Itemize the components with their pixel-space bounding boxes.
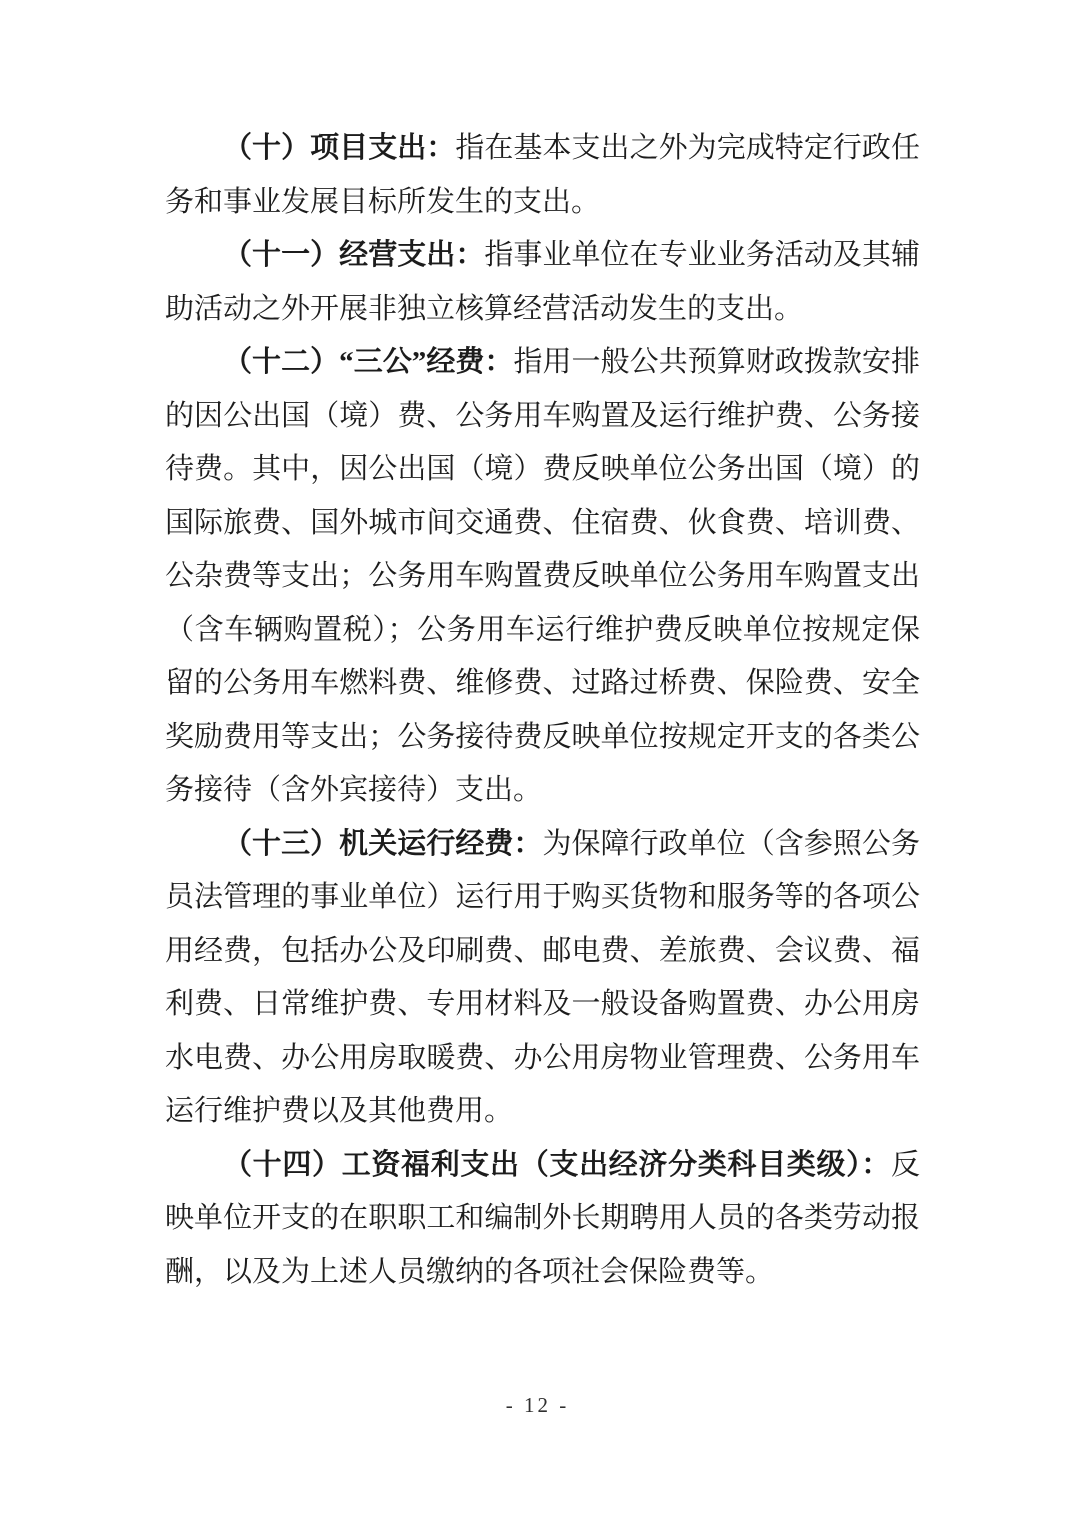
term-heading: （十一）经营支出：: [223, 239, 485, 271]
paragraph: [165, 818, 920, 1139]
paragraph: [165, 229, 920, 336]
paragraph: [165, 336, 920, 818]
term-heading: （十三）机关运行经费：: [223, 827, 543, 860]
page-footer: [0, 1393, 1075, 1418]
term-definition: 指在基本支出之外为完成特定行政任务和事业发展目标所发生的支出。: [165, 132, 920, 218]
term-heading: （十）项目支出：: [223, 132, 456, 164]
term-heading: （十四）工资福利支出（支出经济分类科目类级）：: [223, 1148, 891, 1181]
page-number: - 12 -: [505, 1393, 570, 1417]
paragraph: [165, 1139, 920, 1300]
term-definition: 为保障行政单位（含参照公务员法管理的事业单位）运行用于购买货物和服务等的各项公用经费，包括办公及印刷费、邮电费、差旅费、会议费、福利费、日常维护费、专用材料及一般设备购置费、办公用房水电费、办公用房取暖费、办公用房物业管理费、公务用车运行维护费以及其他费用。: [165, 827, 920, 1127]
document-body: [165, 122, 920, 1299]
term-definition: 反映单位开支的在职职工和编制外长期聘用人员的各类劳动报酬，以及为上述人员缴纳的各项社会保险费等。: [165, 1148, 920, 1288]
term-definition: 指事业单位在专业业务活动及其辅助活动之外开展非独立核算经营活动发生的支出。: [165, 239, 920, 325]
term-definition: 指用一般公共预算财政拨款安排的因公出国（境）费、公务用车购置及运行维护费、公务接待费。其中，因公出国（境）费反映单位公务出国（境）的国际旅费、国外城市间交通费、住宿费、伙食费、培训费、公杂费等支出；公务用车购置费反映单位公务用车购置支出（含车辆购置税）；公务用车运行维护费反映单位按规定保留的公务用车燃料费、维修费、过路过桥费、保险费、安全奖励费用等支出；公务接待费反映单位按规定开支的各类公务接待（含外宾接待）支出。: [165, 346, 920, 806]
term-heading: （十二）“三公”经费：: [223, 346, 514, 378]
paragraph: [165, 122, 920, 229]
